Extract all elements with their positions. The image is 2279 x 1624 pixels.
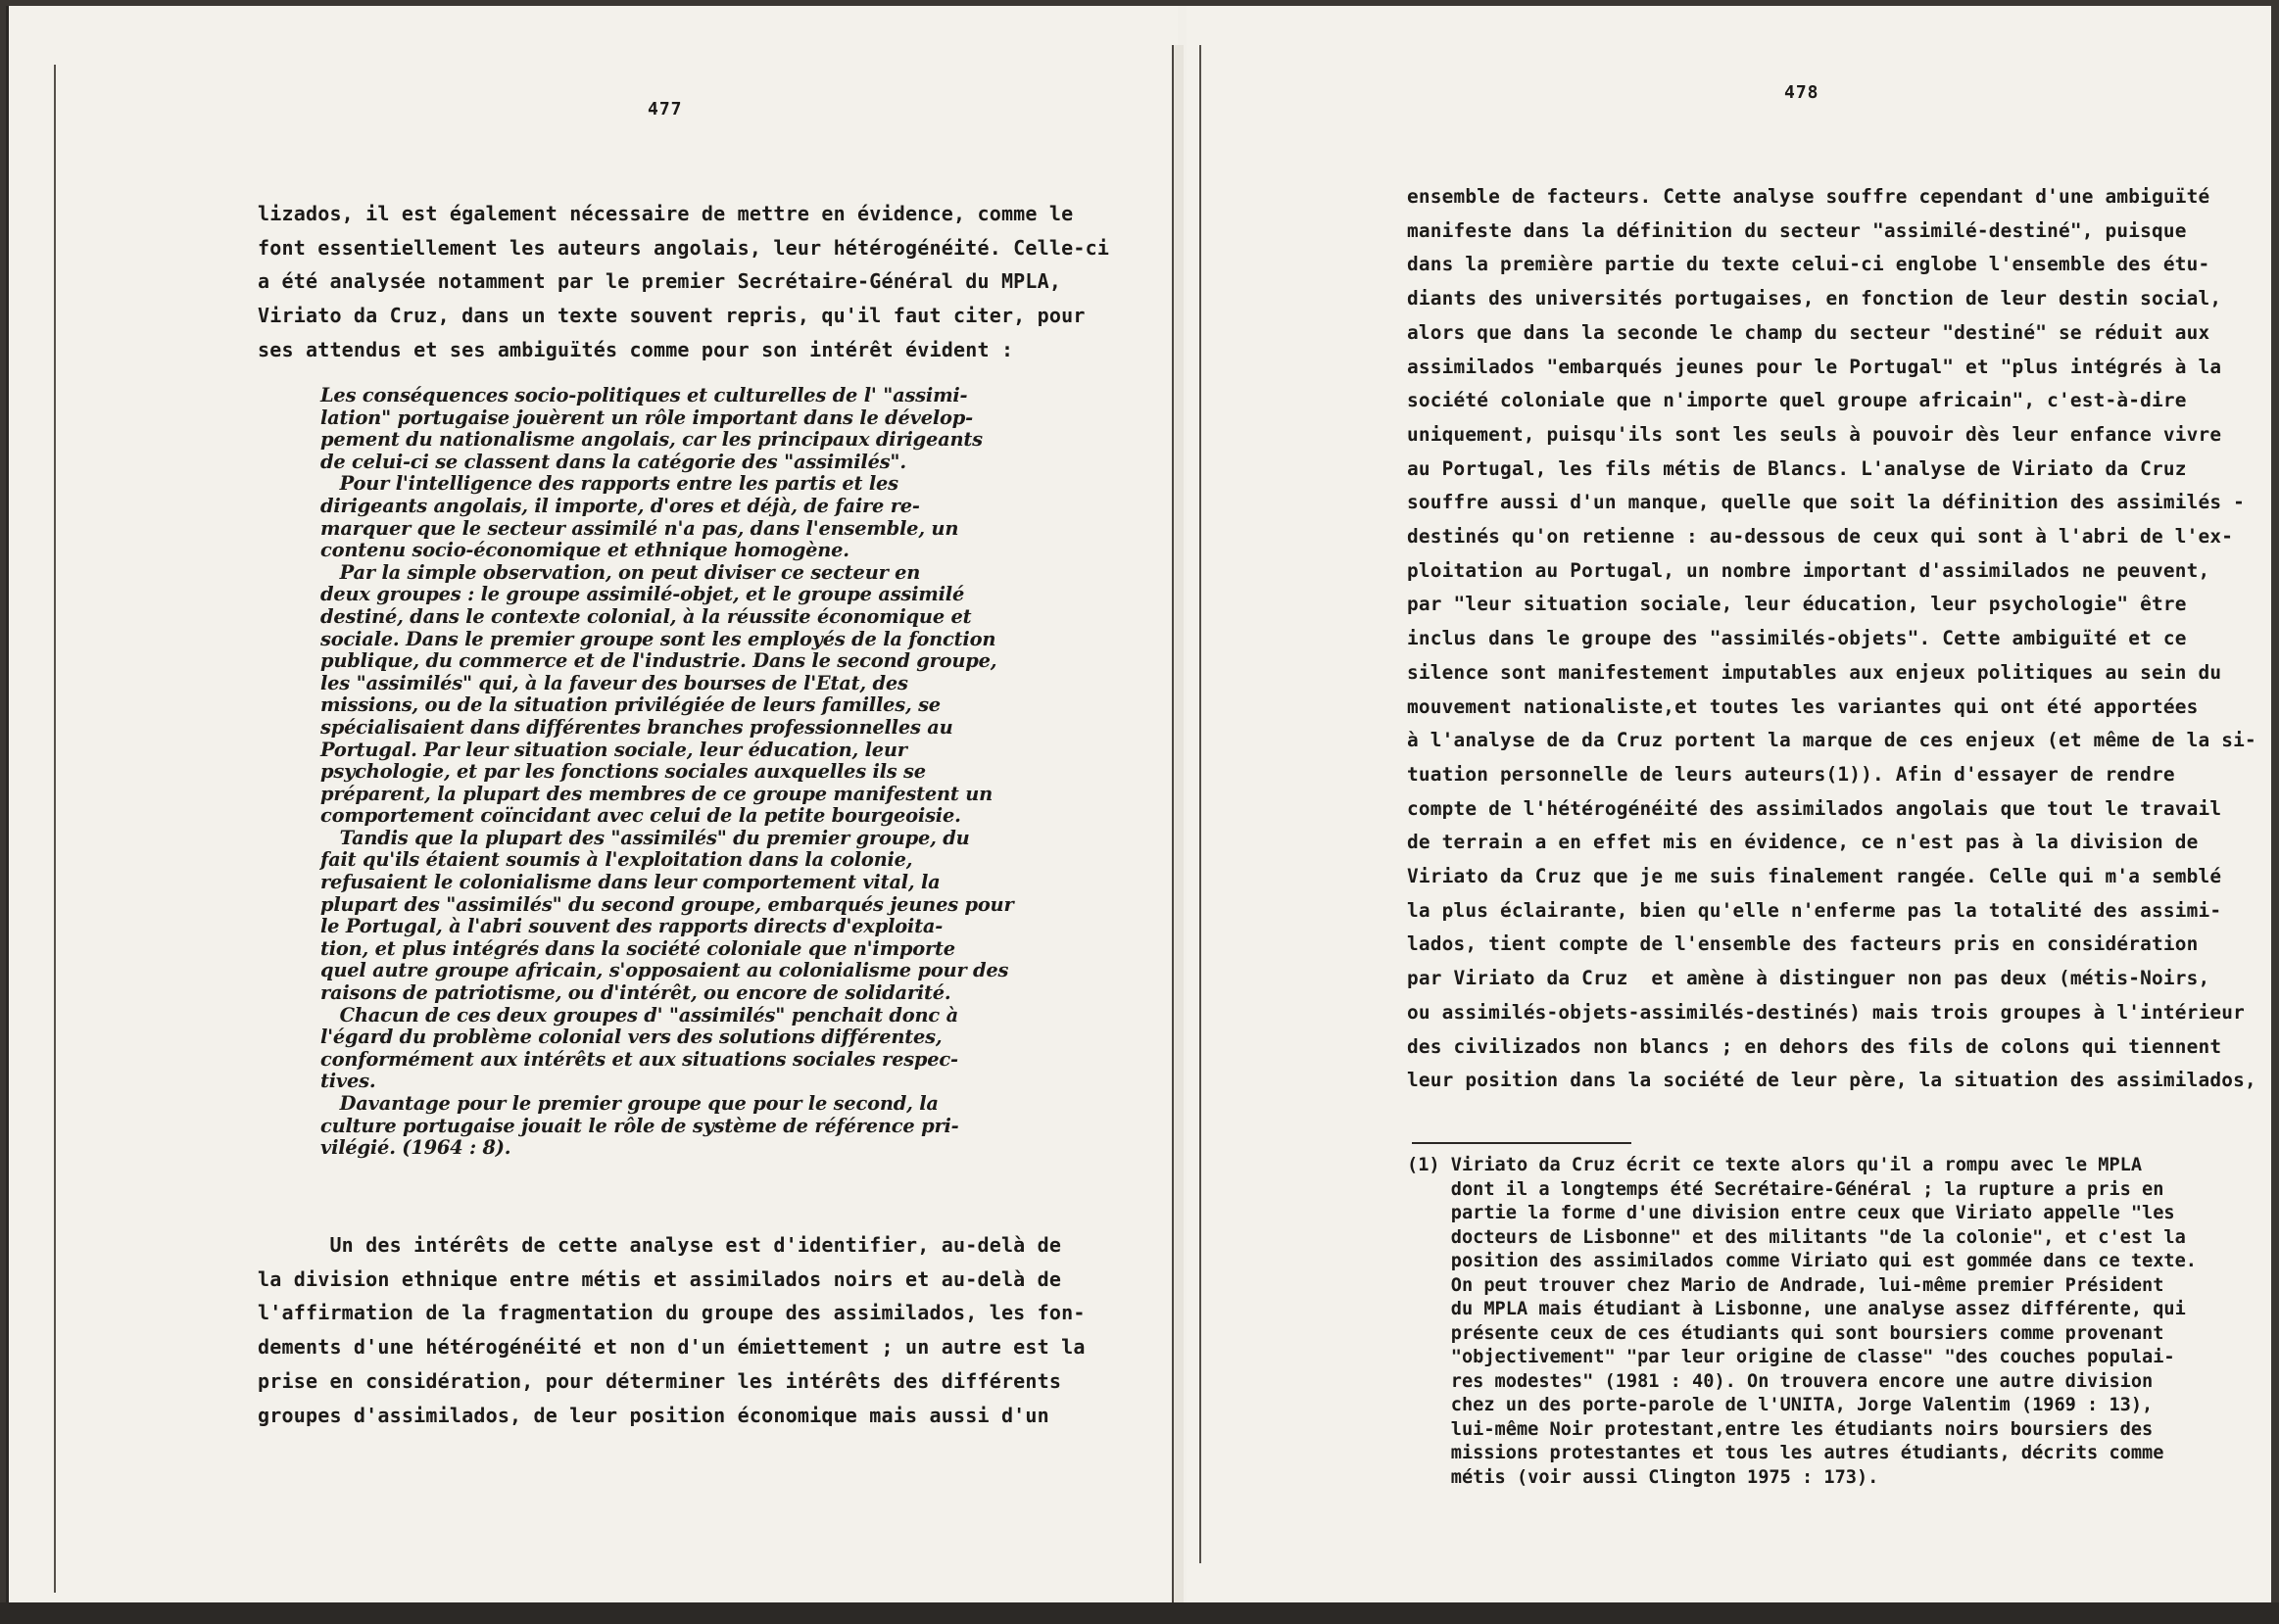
text-line: mouvement nationaliste,et toutes les variantes qui ont été apportées [1407, 694, 2199, 718]
quote-line: psychologie, et par les fonctions sociales auxquelles ils se [320, 760, 926, 784]
footnote-separator [1412, 1142, 1631, 1144]
quote-line: tion, et plus intégrés dans la société coloniale que n'importe [320, 936, 955, 960]
text-line: a été analysée notamment par le premier Secrétaire-Général du MPLA, [258, 269, 1062, 294]
quote-line: Portugal. Par leur situation sociale, leur éducation, leur [320, 738, 907, 761]
book-gutter [1172, 45, 1184, 1612]
text-line: silence sont manifestement imputables aux enjeux politiques au sein du [1407, 660, 2222, 684]
quote-line: culture portugaise jouait le rôle de système de référence pri- [320, 1114, 959, 1137]
footnote [1407, 1154, 2197, 1490]
text-line: par Viriato da Cruz et amène à distinguer non pas deux (métis-Noirs, [1407, 967, 2210, 990]
quote-line: Les conséquences socio-politiques et culturelles de l' "assimi- [320, 384, 968, 406]
right-body-paragraph [1407, 180, 2256, 1098]
quote-line: préparent, la plupart des membres de ce groupe manifestent un [320, 782, 994, 805]
book-spread [6, 6, 2271, 1612]
footnote-line: chez un des porte-parole de l'UNITA, Jorge Valentim (1969 : 13), [1407, 1395, 2154, 1415]
text-line: la division ethnique entre métis et assimilados noirs et au-delà de [258, 1266, 1062, 1291]
quote-line: de celui-ci se classent dans la catégorie des "assimilés". [320, 450, 906, 473]
text-line: uniquement, puisqu'ils sont les seuls à pouvoir dès leur enfance vivre [1407, 422, 2222, 446]
text-line: Un des intérêts de cette analyse est d'identifier, au-delà de [258, 1233, 1062, 1257]
quote-line: plupart des "assimilés" du second groupe, embarqués jeunes pour [320, 892, 1014, 916]
quote-line: raisons de patriotisme, ou d'intérêt, ou encore de solidarité. [320, 981, 951, 1005]
quote-line: les "assimilés" qui, à la faveur des bourses de l'Etat, des [320, 671, 908, 694]
quote-line: destiné, dans le contexte colonial, à la réussite économique et [320, 604, 972, 628]
footnote-line: docteurs de Lisbonne" et des militants "de la colonie", et c'est la [1407, 1226, 2186, 1248]
text-line: ploitation au Portugal, un nombre important d'assimilados ne peuvent, [1407, 558, 2210, 582]
text-line: compte de l'hétérogénéité des assimilados angolais que tout le travail [1407, 796, 2222, 820]
footnote-line: position des assimilados comme Viriato qui est gommée dans ce texte. [1407, 1251, 2197, 1271]
footnote-line: res modestes" (1981 : 40). On trouvera encore une autre division [1407, 1370, 2154, 1392]
text-line: Viriato da Cruz, dans un texte souvent repris, qu'il faut citer, pour [258, 304, 1086, 328]
block-quote [320, 385, 1013, 1160]
footnote-line: dont il a longtemps été Secrétaire-Général ; la rupture a pris en [1407, 1178, 2164, 1200]
text-line: ses attendus et ses ambiguïtés comme pour son intérêt évident : [258, 337, 1014, 361]
text-line: lizados, il est également nécessaire de mettre en évidence, comme le [258, 202, 1074, 225]
text-line: inclus dans le groupe des "assimilés-objets". Cette ambiguïté et ce [1407, 627, 2187, 650]
text-line: la plus éclairante, bien qu'elle n'enferme pas la totalité des assimi- [1407, 898, 2222, 922]
footnote-line: métis (voir aussi Clington 1975 : 173). [1407, 1466, 1879, 1488]
text-line: ou assimilés-objets-assimilés-destinés) mais trois groupes à l'intérieur [1407, 1000, 2245, 1024]
text-line: assimilados "embarqués jeunes pour le Portugal" et "plus intégrés à la [1407, 355, 2222, 378]
quote-line: tives. [320, 1070, 376, 1093]
quote-line: quel autre groupe africain, s'opposaient au colonialisme pour des [320, 959, 1009, 982]
text-line: au Portugal, les fils métis de Blancs. L'analyse de Viriato da Cruz [1407, 456, 2187, 480]
text-line: par "leur situation sociale, leur éducation, leur psychologie" être [1407, 593, 2187, 616]
text-line: lados, tient compte de l'ensemble des facteurs pris en considération [1407, 932, 2199, 956]
left-after-quote-paragraph [258, 1228, 1086, 1432]
quote-line: marquer que le secteur assimilé n'a pas, dans l'ensemble, un [320, 516, 959, 540]
quote-line: sociale. Dans le premier groupe sont les employés de la fonction [320, 627, 996, 650]
quote-line: deux groupes : le groupe assimilé-objet, et le groupe assimilé [320, 583, 965, 606]
quote-line: publique, du commerce et de l'industrie. Dans le second groupe, [320, 649, 997, 673]
quote-line: spécialisaient dans différentes branches professionnelles au [320, 715, 953, 739]
text-line: à l'analyse de da Cruz portent la marque de ces enjeux (et même de la si- [1407, 729, 2256, 752]
text-line: de terrain a en effet mis en évidence, ce n'est pas à la division de [1407, 831, 2199, 854]
text-line: dements d'une hétérogénéité et non d'un émiettement ; un autre est la [258, 1335, 1086, 1360]
text-line: tuation personnelle de leurs auteurs(1)). Afin d'essayer de rendre [1407, 762, 2175, 786]
quote-line: missions, ou de la situation privilégiée de leurs familles, se [320, 693, 941, 717]
text-line: prise en considération, pour déterminer les intérêts des différents [258, 1368, 1062, 1393]
quote-line: contenu socio-économique et ethnique homogène. [320, 539, 849, 562]
quote-line: fait qu'ils étaient soumis à l'exploitation dans la colonie, [320, 848, 913, 872]
quote-line: Par la simple observation, on peut diviser ce secteur en [320, 560, 921, 584]
quote-line: conformément aux intérêts et aux situations sociales respec- [320, 1047, 958, 1071]
page-number-left: 477 [648, 99, 683, 119]
quote-line: comportement coïncidant avec celui de la petite bourgeoisie. [320, 804, 961, 828]
left-margin-rule [54, 65, 56, 1593]
footnote-line: (1) Viriato da Cruz écrit ce texte alors qu'il a rompu avec le MPLA [1407, 1155, 2143, 1175]
scanner-edge [0, 1602, 2279, 1624]
text-line: manifeste dans la définition du secteur "assimilé-destiné", puisque [1407, 218, 2187, 242]
right-margin-rule [1199, 45, 1201, 1563]
text-line: souffre aussi d'un manque, quelle que soit la définition des assimilés - [1407, 491, 2245, 514]
left-intro-paragraph [258, 197, 1109, 367]
quote-line: refusaient le colonialisme dans leur comportement vital, la [320, 871, 941, 894]
footnote-line: présente ceux de ces étudiants qui sont boursiers comme provenant [1407, 1322, 2164, 1344]
text-line: groupes d'assimilados, de leur position économique mais aussi d'un [258, 1403, 1049, 1427]
text-line: destinés qu'on retienne : au-dessous de ceux qui sont à l'abri de l'ex- [1407, 525, 2234, 549]
quote-line: le Portugal, à l'abri souvent des rapports directs d'exploita- [320, 915, 944, 938]
footnote-line: missions protestantes et tous les autres étudiants, décrits comme [1407, 1443, 2164, 1463]
text-line: Viriato da Cruz que je me suis finalement rangée. Celle qui m'a semblé [1407, 865, 2222, 888]
quote-line: pement du nationalisme angolais, car les principaux dirigeants [320, 428, 983, 452]
page-number-right: 478 [1784, 82, 1819, 103]
text-line: l'affirmation de la fragmentation du groupe des assimilados, les fon- [258, 1301, 1086, 1325]
left-page [6, 6, 1178, 1602]
footnote-line: lui-même Noir protestant,entre les étudiants noirs boursiers des [1407, 1418, 2154, 1440]
quote-line: dirigeants angolais, il importe, d'ores et déjà, de faire re- [320, 494, 920, 517]
footnote-line: On peut trouver chez Mario de Andrade, lui-même premier Président [1407, 1274, 2164, 1296]
footnote-line: partie la forme d'une division entre ceux que Viriato appelle "les [1407, 1203, 2175, 1223]
quote-line: lation" portugaise jouèrent un rôle important dans le dévelop- [320, 406, 973, 429]
text-line: leur position dans la société de leur père, la situation des assimilados, [1407, 1069, 2256, 1092]
footnote-line: "objectivement" "par leur origine de classe" "des couches populai- [1407, 1347, 2175, 1367]
text-line: dans la première partie du texte celui-ci englobe l'ensemble des étu- [1407, 253, 2210, 276]
text-line: ensemble de facteurs. Cette analyse souffre cependant d'une ambiguïté [1407, 185, 2210, 208]
quote-line: Chacun de ces deux groupes d' "assimilés" penchait donc à [320, 1003, 958, 1027]
quote-line: Pour l'intelligence des rapports entre les partis et les [320, 472, 898, 496]
text-line: font essentiellement les auteurs angolais, leur hétérogénéité. Celle-ci [258, 235, 1110, 260]
text-line: société coloniale que n'importe quel groupe africain", c'est-à-dire [1407, 389, 2187, 412]
right-page [1187, 6, 2271, 1602]
quote-line: Davantage pour le premier groupe que pour le second, la [320, 1092, 939, 1115]
text-line: diants des universités portugaises, en fonction de leur destin social, [1407, 287, 2222, 310]
footnote-line: du MPLA mais étudiant à Lisbonne, une analyse assez différente, qui [1407, 1299, 2186, 1319]
text-line: alors que dans la seconde le champ du secteur "destiné" se réduit aux [1407, 320, 2210, 344]
quote-line: Tandis que la plupart des "assimilés" du premier groupe, du [320, 826, 970, 849]
quote-line: l'égard du problème colonial vers des solutions différentes, [320, 1026, 943, 1049]
quote-line: vilégié. (1964 : 8). [320, 1136, 511, 1160]
text-line: des civilizados non blancs ; en dehors des fils de colons qui tiennent [1407, 1034, 2222, 1058]
